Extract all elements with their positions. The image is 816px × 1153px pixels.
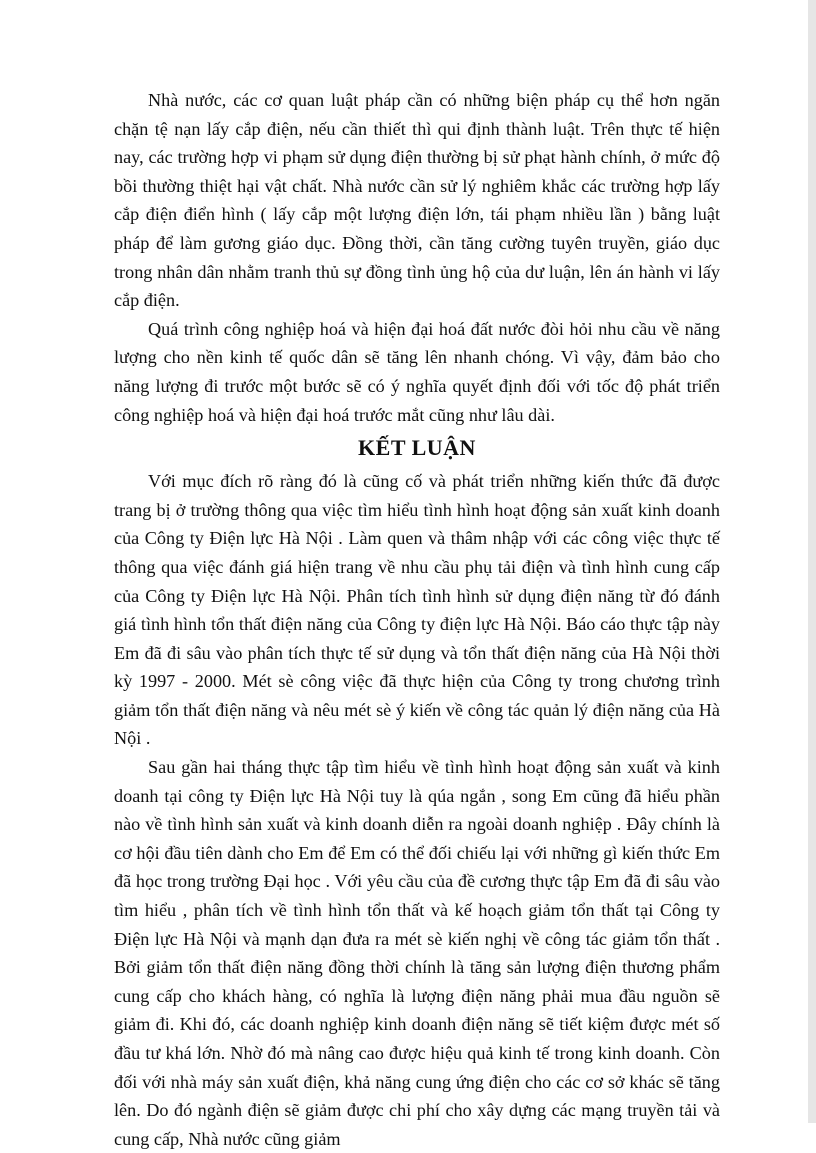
paragraph-conclusion-internship: Sau gần hai tháng thực tập tìm hiểu về tình hình hoạt động sản xuất và kinh doanh tại công ty Điện lực Hà Nội tuy là qúa ngắn , song Em cũng đã hiểu phần nào về tình hình sản xuất và kinh doanh diễn ra ngoài doanh nghiệp . Đây chính là cơ hội đầu tiên dành cho Em để Em có thể đối chiếu lại với những gì kiến thức Em đã học trong trường Đại học . Với yêu cầu của đề cương thực tập Em đã đi sâu vào tìm hiểu , phân tích về tình hình tổn thất và kế hoạch giảm tổn thất tại Công ty Điện lực Hà Nội và mạnh dạn đưa ra mét sè kiến nghị về công tác giảm tổn thất . Bởi giảm tổn thất điện năng đồng thời chính là tăng sản lượng điện thương phẩm cung cấp cho khách hàng, có nghĩa là lượng điện năng phải mua đầu nguồn sẽ giảm đi. Khi đó, các doanh nghiệp kinh doanh điện năng sẽ tiết kiệm được mét số đầu tư khá lớn. Nhờ đó mà nâng cao được hiệu quả kinh tế trong kinh doanh. Còn đối với nhà máy sản xuất điện, khả năng cung ứng điện cho các cơ sở khác sẽ tăng lên. Do đó ngành điện sẽ giảm được chi phí cho xây dựng các mạng truyền tải và cung cấp, Nhà nước cũng giảm	[114, 757, 720, 1149]
section-heading-conclusion: KẾT LUẬN	[358, 435, 476, 461]
paragraph-law-enforcement: Nhà nước, các cơ quan luật pháp cần có những biện pháp cụ thể hơn ngăn chặn tệ nạn lấy cắp điện, nếu cần thiết thì qui định thành luật. Trên thực tế hiện nay, các trường hợp vi phạm sử dụng điện thường bị sử phạt hành chính, ở mức độ bồi thường thiệt hại vật chất. Nhà nước cần sử lý nghiêm khắc các trường hợp lấy cắp điện điển hình ( lấy cắp một lượng điện lớn, tái phạm nhiều lần ) bằng luật pháp để làm gương giáo dục. Đồng thời, cần tăng cường tuyên truyền, giáo dục trong nhân dân nhằm tranh thủ sự đồng tình ủng hộ của dư luận, lên án hành vi lấy cắp điện.	[114, 90, 720, 311]
paragraph-conclusion-purpose: Với mục đích rõ ràng đó là cũng cố và phát triển những kiến thức đã được trang bị ở trường thông qua việc tìm hiểu tình hình hoạt động sản xuất kinh doanh của Công ty Điện lực Hà Nội . Làm quen và thâm nhập với các công việc thực tế thông qua việc đánh giá hiện trang về nhu cầu phụ tải điện và tình hình cung cấp của Công ty Điện lực Hà Nội. Phân tích tình hình sử dụng điện năng từ đó đánh giá tình hình tổn thất điện năng của Công ty điện lực Hà Nội. Báo cáo thực tập này Em đã đi sâu vào phân tích thực tế sử dụng và tổn thất điện năng của Hà Nội thời kỳ 1997 - 2000. Mét sè công việc đã thực hiện của Công ty trong chương trình giảm tổn thất điện năng và nêu mét sè ý kiến về công tác quản lý điện năng của Hà Nội .	[114, 471, 720, 749]
paragraph-industrialization: Quá trình công nghiệp hoá và hiện đại hoá đất nước đòi hỏi nhu cầu về năng lượng cho nền kinh tế quốc dân sẽ tăng lên nhanh chóng. Vì vậy, đảm bảo cho năng lượng đi trước một bước sẽ có ý nghĩa quyết định đối với tốc độ phát triển công nghiệp hoá và hiện đại hoá trước mắt cũng như lâu dài.	[114, 318, 720, 425]
document-page	[114, 86, 720, 1153]
page-edge-shadow	[808, 0, 816, 1123]
